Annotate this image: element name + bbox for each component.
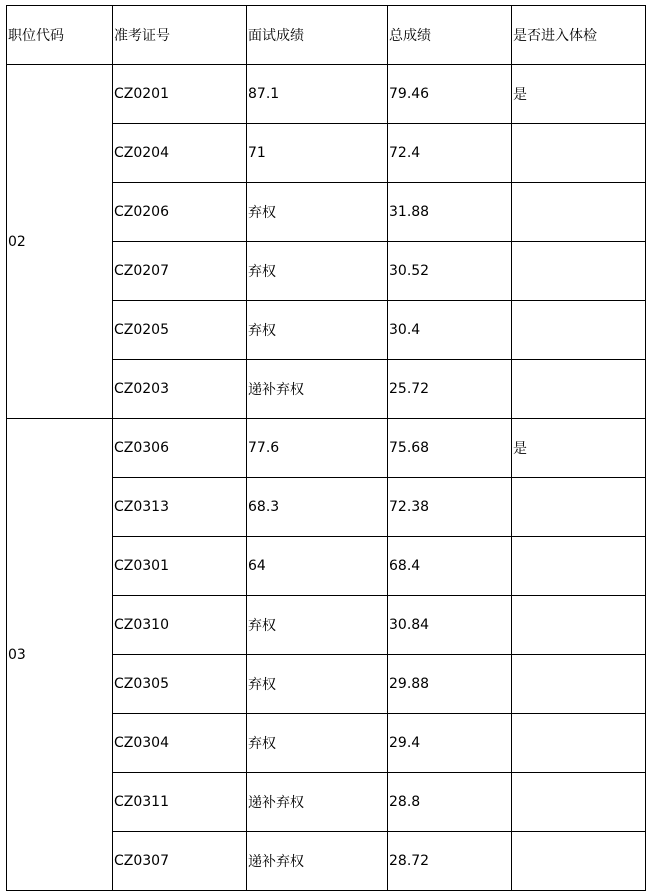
physical-exam-cell (512, 301, 646, 360)
physical-exam-cell (512, 242, 646, 301)
interview-score-cell: 递补弃权 (247, 360, 388, 419)
total-score-cell: 72.4 (388, 124, 512, 183)
total-score-cell: 75.68 (388, 419, 512, 478)
interview-score-cell: 弃权 (247, 242, 388, 301)
interview-score-cell: 64 (247, 537, 388, 596)
table-row (7, 419, 646, 478)
physical-exam-cell (512, 714, 646, 773)
physical-exam-cell (512, 655, 646, 714)
physical-exam-cell (512, 360, 646, 419)
header-position-code: 职位代码 (7, 6, 113, 65)
exam-id-cell: CZ0206 (113, 183, 247, 242)
interview-score-cell: 弃权 (247, 183, 388, 242)
total-score-cell: 25.72 (388, 360, 512, 419)
exam-id-cell: CZ0313 (113, 478, 247, 537)
exam-id-cell: CZ0205 (113, 301, 247, 360)
interview-score-cell: 递补弃权 (247, 773, 388, 832)
exam-id-cell: CZ0306 (113, 419, 247, 478)
exam-id-cell: CZ0311 (113, 773, 247, 832)
physical-exam-cell (512, 773, 646, 832)
table-body (7, 65, 646, 891)
interview-score-cell: 87.1 (247, 65, 388, 124)
exam-id-cell: CZ0203 (113, 360, 247, 419)
total-score-cell: 28.8 (388, 773, 512, 832)
total-score-cell: 28.72 (388, 832, 512, 891)
total-score-cell: 72.38 (388, 478, 512, 537)
interview-score-cell: 递补弃权 (247, 832, 388, 891)
total-score-cell: 29.88 (388, 655, 512, 714)
physical-exam-cell (512, 537, 646, 596)
interview-score-cell: 71 (247, 124, 388, 183)
physical-exam-cell (512, 183, 646, 242)
total-score-cell: 79.46 (388, 65, 512, 124)
total-score-cell: 31.88 (388, 183, 512, 242)
interview-score-cell: 弃权 (247, 655, 388, 714)
table-row (7, 65, 646, 124)
exam-id-cell: CZ0310 (113, 596, 247, 655)
header-physical-exam: 是否进入体检 (512, 6, 646, 65)
interview-score-cell: 弃权 (247, 301, 388, 360)
exam-id-cell: CZ0301 (113, 537, 247, 596)
header-exam-id: 准考证号 (113, 6, 247, 65)
total-score-cell: 29.4 (388, 714, 512, 773)
interview-score-cell: 68.3 (247, 478, 388, 537)
physical-exam-cell (512, 596, 646, 655)
header-total-score: 总成绩 (388, 6, 512, 65)
position-code-cell: 02 (7, 65, 113, 419)
physical-exam-cell: 是 (512, 65, 646, 124)
total-score-cell: 30.4 (388, 301, 512, 360)
results-table (6, 5, 646, 891)
interview-score-cell: 弃权 (247, 596, 388, 655)
exam-id-cell: CZ0305 (113, 655, 247, 714)
physical-exam-cell (512, 124, 646, 183)
exam-id-cell: CZ0307 (113, 832, 247, 891)
exam-id-cell: CZ0204 (113, 124, 247, 183)
total-score-cell: 68.4 (388, 537, 512, 596)
position-code-cell: 03 (7, 419, 113, 891)
total-score-cell: 30.52 (388, 242, 512, 301)
header-row (7, 6, 646, 65)
exam-id-cell: CZ0201 (113, 65, 247, 124)
physical-exam-cell: 是 (512, 419, 646, 478)
exam-id-cell: CZ0304 (113, 714, 247, 773)
interview-score-cell: 77.6 (247, 419, 388, 478)
physical-exam-cell (512, 832, 646, 891)
header-interview-score: 面试成绩 (247, 6, 388, 65)
exam-id-cell: CZ0207 (113, 242, 247, 301)
total-score-cell: 30.84 (388, 596, 512, 655)
table-header (7, 6, 646, 65)
physical-exam-cell (512, 478, 646, 537)
interview-score-cell: 弃权 (247, 714, 388, 773)
